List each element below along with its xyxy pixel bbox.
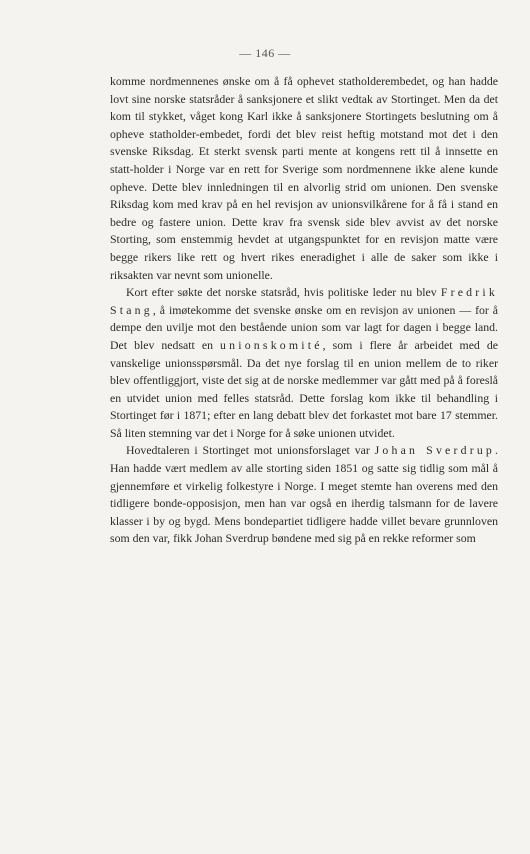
page-number: — 146 — bbox=[239, 46, 291, 60]
text-run: . Han hadde vært medlem av alle storting siden 1851 og satte sig tidlig som mål å gjennemføre et virkelig folkestyre i Norge. I meget stemte han overens med den tidligere bonde-opposisjon, men han var også en iherdig talsmann for de lavere klasser i by og bygd. Mens bondepartiet tidligere hadde villet bevare grunnloven som den var, fikk Johan Sverdrup bøndene med sig på en rekke reformer som bbox=[110, 443, 498, 546]
spaced-name: unionskomité bbox=[220, 337, 323, 352]
spaced-name: Fredrik Stang bbox=[110, 285, 498, 317]
text-run: , som i flere år arbeidet med de vanskelige unionsspørsmål. Da det nye forslag til en union mellem de to riker blev offentliggjort, viste det sig at de norske medlemmer var gått med på å foreslå en utvidet union med felles statsråd. Dette forslag kom ikke til behandling i Stortinget før i 1871; efter en lang debatt blev det forkastet mot bare 17 stemmer. Så liten stemning var det i Norge for å søke unionen utvidet. bbox=[110, 337, 498, 440]
text-run: , å imøtekomme det svenske ønske om en revisjon av unionen — for å dempe den uvilje mot den bestående union som var lagt for dagen i begge land. Det blev nedsatt en bbox=[110, 302, 498, 352]
spaced-name: Johan Sverdrup bbox=[374, 443, 496, 458]
body-text bbox=[110, 73, 498, 548]
text-run: komme nordmennenes ønske om å få ophevet statholderembedet, og han hadde lovt sine norske statsråder å sanksjonere et slikt vedtak av Stortinget. Men da det kom til stykket, våget kong Karl ikke å sanksjonere Stortingets beslutning om å opheve statholder-embedet, fordi det blev reist heftig motstand mot det i den svenske Riksdag. Et sterkt svensk parti mente at kongens rett til å innsette en statt-holder i Norge var en rett for Sverige som nordmennene ikke alene kunde opheve. Dette blev innledningen til en alvorlig strid om unionen. Den svenske Riksdag kom med krav på en hel revisjon av unionsvilkårene for å få i stand en bedre og fastere union. Dette krav fra svensk side blev avvist av det norske Storting, som enstemmig hevdet at utgangspunktet for en revisjon matte være begge rikers like rett og hvert rikes eneradighet i alle de saker som ikke i riksakten var nevnt som unionelle. bbox=[110, 74, 498, 282]
text-run: Hovedtaleren i Stortinget mot unionsforslaget var bbox=[126, 443, 375, 458]
paragraph bbox=[110, 442, 498, 548]
paragraph bbox=[110, 284, 498, 442]
text-run: Kort efter søkte det norske statsråd, hvis politiske leder nu blev bbox=[126, 285, 441, 300]
paragraph bbox=[110, 73, 498, 284]
